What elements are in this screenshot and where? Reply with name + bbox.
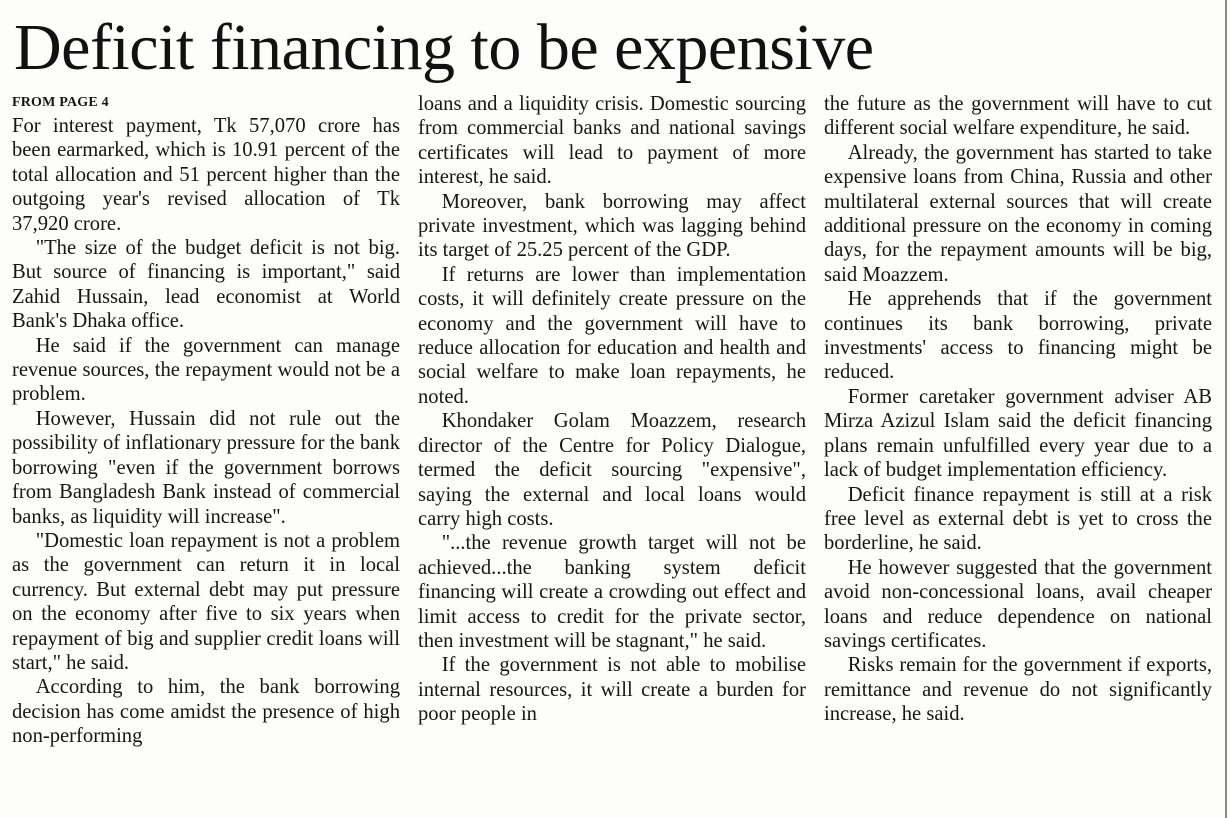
paragraph: "...the revenue growth target will not be achieved...the banking system deficit financing will create a crowding out effect and limit access to credit for the private sector, then investment will be stagnant," he said. [418, 532, 806, 652]
paragraph: If the government is not able to mobilise internal resources, it will create a burden for poor people in [418, 654, 806, 726]
headline: Deficit financing to be expensive [14, 11, 874, 84]
paragraph: Risks remain for the government if exports, remittance and revenue do not significantly increase, he said. [824, 654, 1212, 726]
paragraph: Deficit finance repayment is still at a risk free level as external debt is yet to cross the borderline, he said. [824, 483, 1212, 555]
paragraph: "The size of the budget deficit is not big. But source of financing is important," said Zahid Hussain, lead economist at World Bank's Dhaka office. [12, 237, 400, 333]
paragraph: Former caretaker government adviser AB Mirza Azizul Islam said the deficit financing plans remain unfulfilled every year due to a lack of budget implementation efficiency. [824, 385, 1212, 482]
paragraph: the future as the government will have to cut different social welfare expenditure, he said. [824, 93, 1212, 140]
column-1 [12, 92, 400, 816]
column-rule [1225, 0, 1227, 818]
paragraph: Khondaker Golam Moazzem, research director of the Centre for Policy Dialogue, termed the deficit sourcing "expensive", saying the external and local loans would carry high costs. [418, 410, 806, 530]
paragraph: If returns are lower than implementation costs, it will definitely create pressure on the economy and the government will have to reduce allocation for education and health and social welfare to make loan repayments, he noted. [418, 263, 806, 408]
paragraph: However, Hussain did not rule out the possibility of inflationary pressure for the bank borrowing "even if the government borrows from Bangladesh Bank instead of commercial banks, as liquidity will increase". [12, 407, 400, 528]
column-2 [418, 92, 806, 816]
paragraph: According to him, the bank borrowing decision has come amidst the presence of high non-performing [12, 676, 400, 748]
column-3 [824, 92, 1212, 816]
paragraph: For interest payment, Tk 57,070 crore has been earmarked, which is 10.91 percent of the total allocation and 51 percent higher than the outgoing year's revised allocation of Tk 37,920 crore. [12, 115, 400, 235]
kicker: FROM PAGE 4 [12, 95, 109, 110]
paragraph: Moreover, bank borrowing may affect private investment, which was lagging behind its target of 25.25 percent of the GDP. [418, 190, 806, 262]
paragraph: He said if the government can manage revenue sources, the repayment would not be a problem. [12, 334, 400, 406]
paragraph: "Domestic loan repayment is not a problem as the government can return it in local currency. But external debt may put pressure on the economy after five to six years when repayment of big and supplier credit loans will start," he said. [12, 529, 400, 674]
paragraph: loans and a liquidity crisis. Domestic sourcing from commercial banks and national savings certificates will lead to payment of more interest, he said. [418, 93, 806, 189]
paragraph: Already, the government has started to take expensive loans from China, Russia and other multilateral external sources that will create additional pressure on the economy in coming days, for the repayment amounts will be big, said Moazzem. [824, 141, 1212, 286]
article-body [12, 92, 1214, 816]
paragraph: He apprehends that if the government continues its bank borrowing, private investments' access to financing might be reduced. [824, 288, 1212, 384]
paragraph: He however suggested that the government avoid non-concessional loans, avail cheaper loans and reduce dependence on national savings certificates. [824, 556, 1212, 652]
